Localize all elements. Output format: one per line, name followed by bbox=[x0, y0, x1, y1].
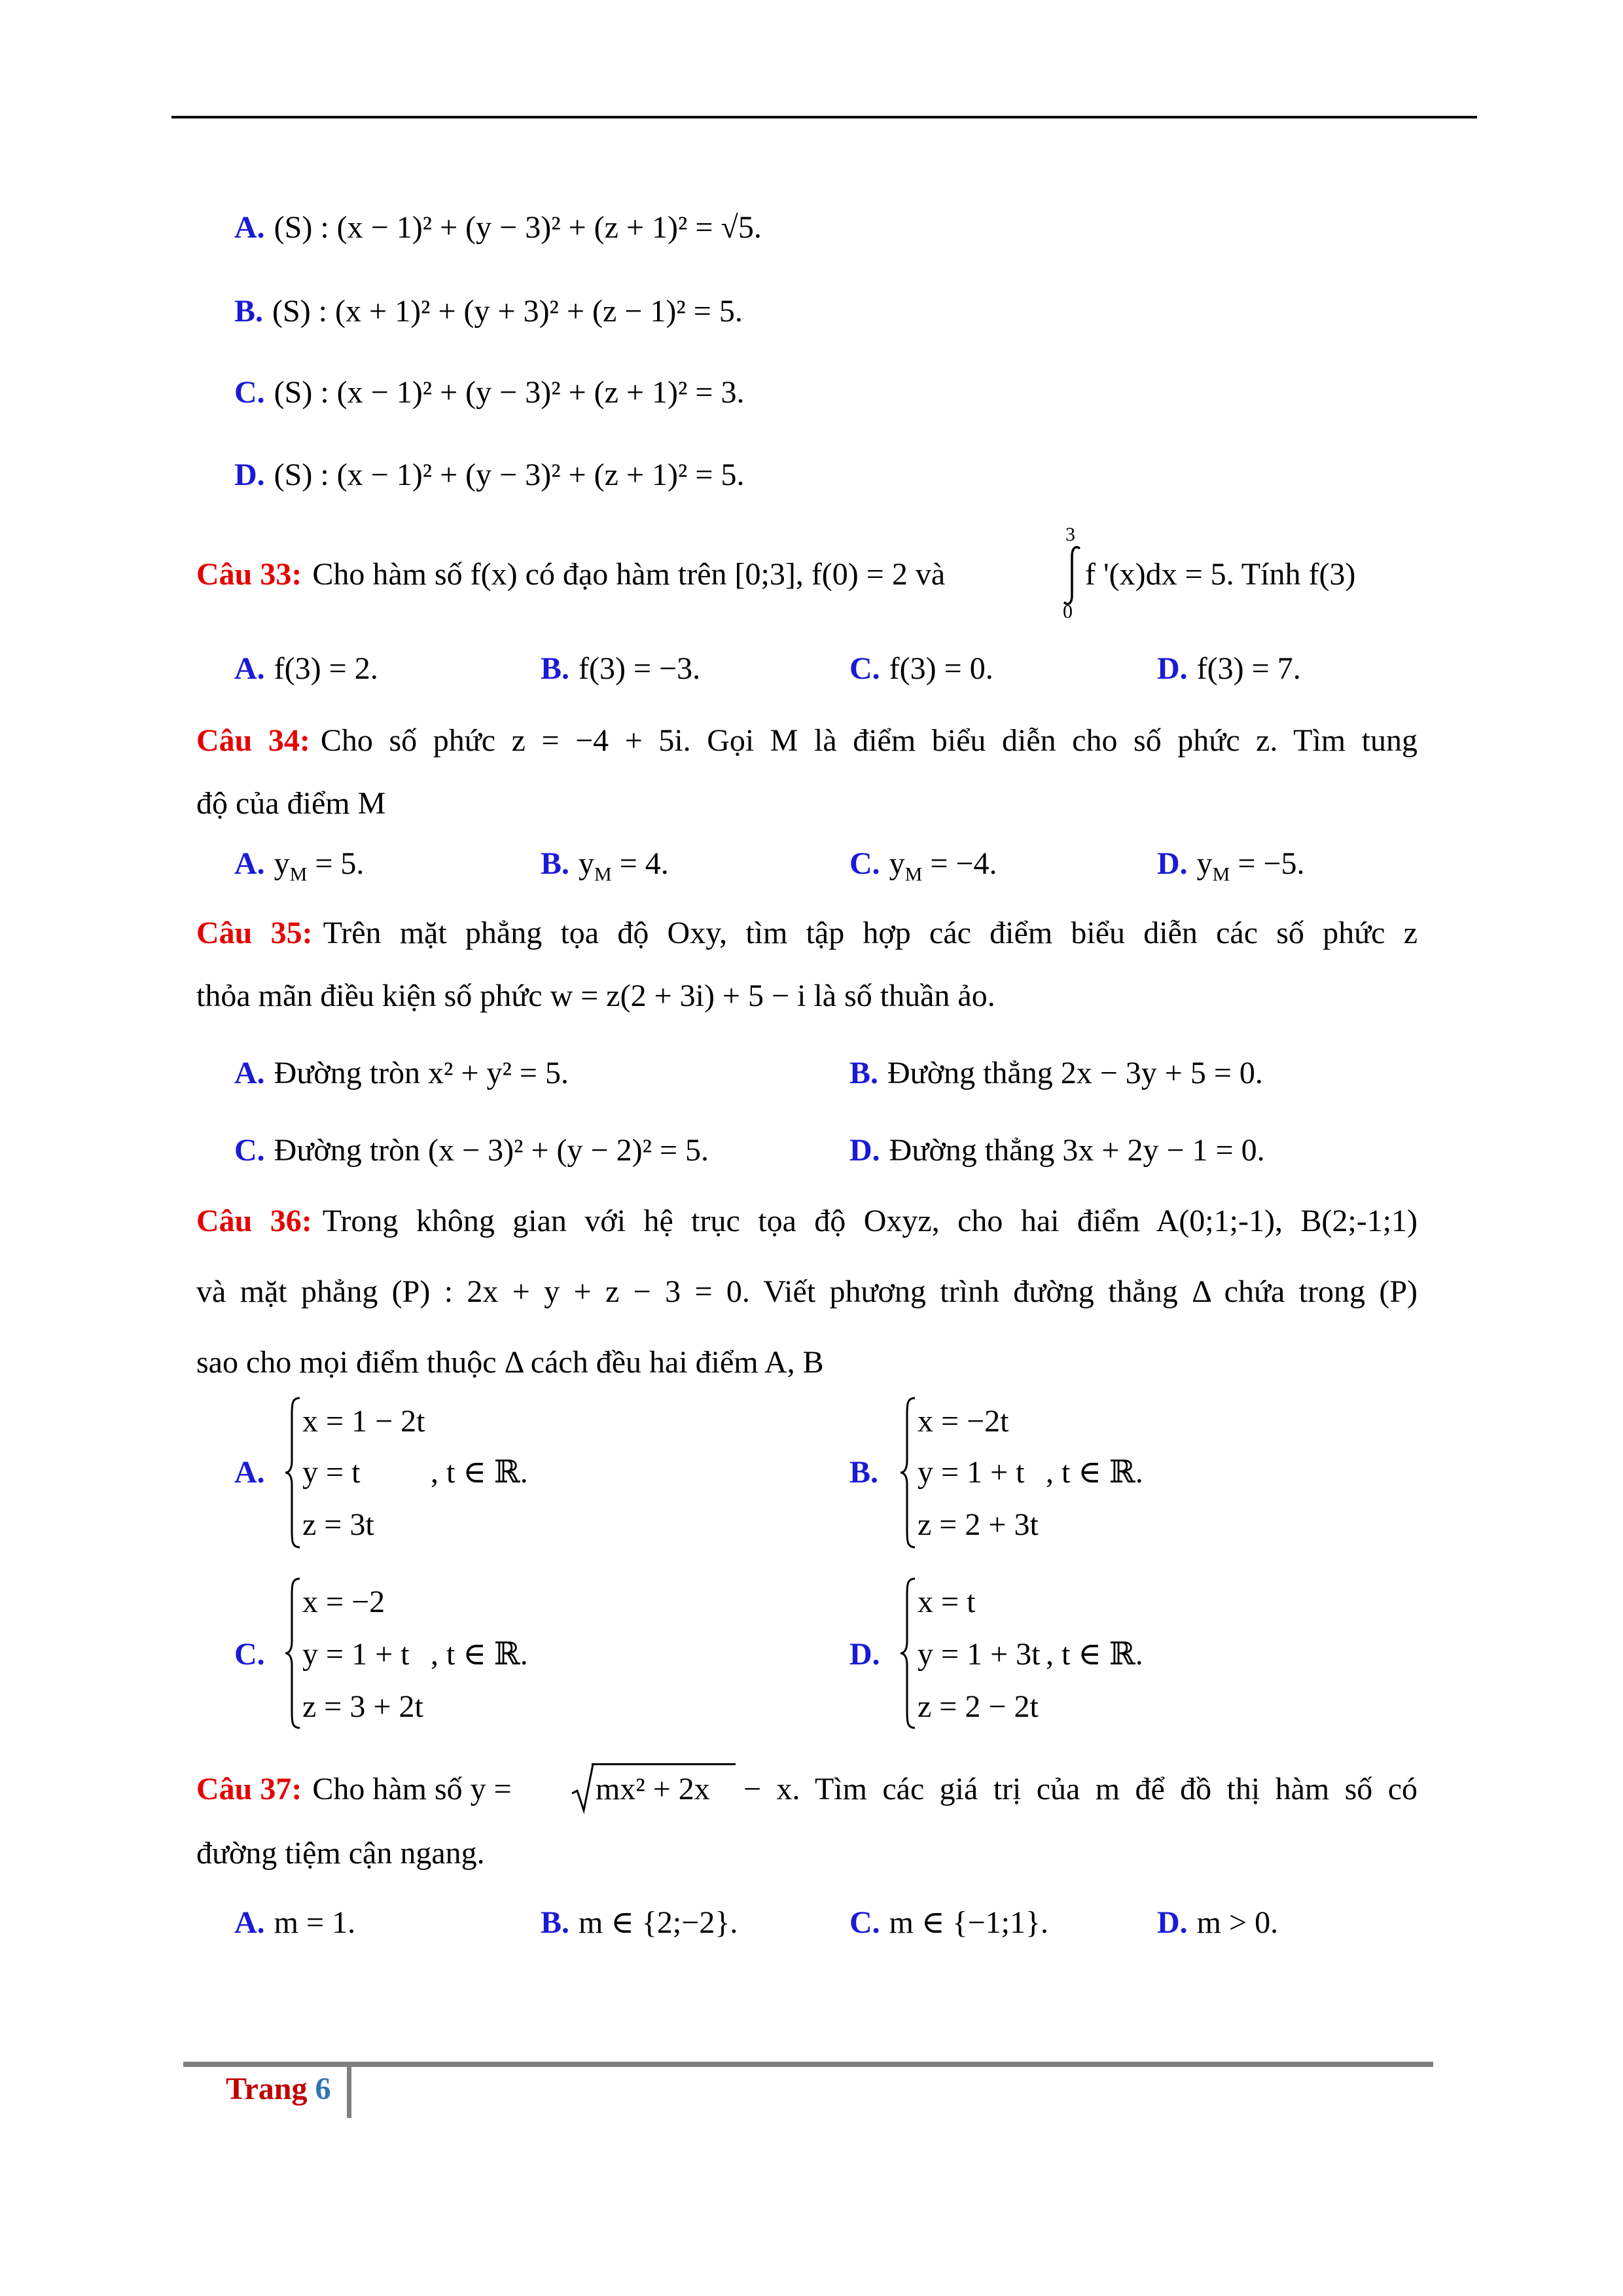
q33-option-b: B. f(3) = −3. bbox=[541, 651, 701, 686]
q36-stem-line1: Câu 36: Trong không gian với hệ trục tọa độ Oxyz, cho hai điểm A(0;1;-1), B(2;-1;1) bbox=[196, 1204, 1418, 1238]
q37-stem-pre: Câu 37: Cho hàm số y = bbox=[196, 1772, 512, 1806]
q36-option-b-row-y: y = 1 + t bbox=[918, 1455, 1025, 1490]
q34-option-b: B. $y_M = 4$. bbox=[541, 846, 669, 886]
q36-option-b-row-x: x = −2t bbox=[918, 1404, 1009, 1439]
q32-option-b: B. (S) : (x + 1)² + (y + 3)² + (z − 1)² = 5. bbox=[234, 294, 743, 329]
integral-glyph bbox=[1060, 543, 1086, 609]
q36-option-c-row-x: x = −2 bbox=[302, 1585, 385, 1619]
q36-stem-line3: sao cho mọi điểm thuộc Δ cách đều hai điểm A, B bbox=[196, 1345, 824, 1380]
q36-option-d-brace bbox=[898, 1576, 918, 1734]
q35-stem-line2: thỏa mãn điều kiện số phức w = z(2 + 3i) + 5 − i là số thuần ảo. bbox=[196, 978, 995, 1013]
integral-upper: 3 bbox=[1065, 524, 1075, 545]
q35-option-c: C. Đường tròn (x − 3)² + (y − 2)² = 5. bbox=[234, 1133, 709, 1168]
q37-radicand: mx² + 2x bbox=[596, 1772, 710, 1806]
q37-option-c: C. m ∈ {−1;1}. bbox=[849, 1905, 1049, 1940]
q36-option-a-brace bbox=[283, 1395, 302, 1553]
q36-option-c-row-y: y = 1 + t bbox=[302, 1637, 410, 1672]
q36-option-c-suffix: , t ∈ ℝ. bbox=[431, 1637, 528, 1672]
q36-option-b-row-z: z = 2 + 3t bbox=[918, 1507, 1039, 1542]
header-rule bbox=[171, 116, 1477, 118]
q33-option-a: A. f(3) = 2. bbox=[234, 651, 378, 686]
sqrt-sign bbox=[571, 1762, 594, 1818]
q36-option-a-row-x: x = 1 − 2t bbox=[302, 1404, 425, 1439]
footer-divider bbox=[347, 2067, 351, 2118]
q36-option-a-suffix: , t ∈ ℝ. bbox=[431, 1455, 528, 1490]
q37-option-a: A. m = 1. bbox=[234, 1905, 356, 1940]
q34-option-c: C. $y_M = -4$. bbox=[849, 846, 997, 886]
q35-option-b: B. Đường thẳng 2x − 3y + 5 = 0. bbox=[849, 1056, 1263, 1090]
integral-lower: 0 bbox=[1063, 601, 1073, 622]
q36-option-a-row-z: z = 3t bbox=[302, 1507, 374, 1542]
q33-stem: Câu 33: Cho hàm số f(x) có đạo hàm trên [0;3], f(0) = 2 và bbox=[196, 557, 946, 592]
q36-option-d-row-x: x = t bbox=[918, 1585, 976, 1619]
q37-option-d: D. m > 0. bbox=[1157, 1905, 1279, 1940]
q36-option-b-suffix: , t ∈ ℝ. bbox=[1046, 1455, 1143, 1490]
q37-stem-line2: đường tiệm cận ngang. bbox=[196, 1836, 485, 1871]
q33-option-d: D. f(3) = 7. bbox=[1157, 651, 1301, 686]
q36-option-a-label: A. bbox=[234, 1455, 265, 1490]
q36-option-d-label: D. bbox=[849, 1637, 880, 1672]
left-brace-icon bbox=[283, 1576, 302, 1731]
q36-stem-line2: và mặt phẳng (P) : 2x + y + z − 3 = 0. Viết phương trình đường thẳng Δ chứa trong (P) bbox=[196, 1274, 1418, 1309]
q36-option-b-label: B. bbox=[849, 1455, 879, 1490]
q32-option-a: A. (S) : (x − 1)² + (y − 3)² + (z + 1)² = √5. bbox=[234, 210, 762, 245]
q35-stem-line1: Câu 35: Trên mặt phẳng tọa độ Oxy, tìm tập hợp các điểm biểu diễn các số phức z bbox=[196, 916, 1418, 950]
q35-option-d: D. Đường thẳng 3x + 2y − 1 = 0. bbox=[849, 1133, 1265, 1168]
q36-option-d-row-y: y = 1 + 3t bbox=[918, 1637, 1041, 1672]
q36-option-b-brace bbox=[898, 1395, 918, 1553]
q37-stem-post: − x. Tìm các giá trị của m để đồ thị hàm số có bbox=[743, 1772, 1418, 1806]
q32-option-c: C. (S) : (x − 1)² + (y − 3)² + (z + 1)² = 3. bbox=[234, 375, 745, 410]
q36-option-d-row-z: z = 2 − 2t bbox=[918, 1689, 1039, 1724]
q34-stem-line2: độ của điểm M bbox=[196, 786, 386, 821]
q34-option-d: D. $y_M = -5$. bbox=[1157, 846, 1305, 886]
sqrt-bar bbox=[592, 1763, 736, 1765]
q34-stem-line1: Câu 34: Cho số phức z = −4 + 5i. Gọi M là điểm biểu diễn cho số phức z. Tìm tung bbox=[196, 723, 1418, 758]
q36-option-d-suffix: , t ∈ ℝ. bbox=[1046, 1637, 1143, 1672]
q35-option-a: A. Đường tròn x² + y² = 5. bbox=[234, 1056, 569, 1090]
q36-option-c-brace bbox=[283, 1576, 302, 1734]
left-brace-icon bbox=[898, 1576, 918, 1731]
q34-option-a: A. $y_M = 5$. bbox=[234, 846, 365, 886]
q33-stem-end: f '(x)dx = 5. Tính f(3) bbox=[1085, 557, 1356, 592]
q36-option-c-row-z: z = 3 + 2t bbox=[302, 1689, 423, 1724]
q33-option-c: C. f(3) = 0. bbox=[849, 651, 993, 686]
q37-option-b: B. m ∈ {2;−2}. bbox=[541, 1905, 738, 1940]
left-brace-icon bbox=[283, 1395, 302, 1550]
left-brace-icon bbox=[898, 1395, 918, 1550]
footer-rule bbox=[183, 2062, 1433, 2067]
sqrt-icon bbox=[571, 1762, 594, 1814]
page-footer: Trang 6 bbox=[226, 2072, 331, 2106]
q36-option-c-label: C. bbox=[234, 1637, 265, 1672]
q36-option-a-row-y: y = t bbox=[302, 1455, 361, 1490]
q32-option-d: D. (S) : (x − 1)² + (y − 3)² + (z + 1)² = 5. bbox=[234, 457, 745, 492]
